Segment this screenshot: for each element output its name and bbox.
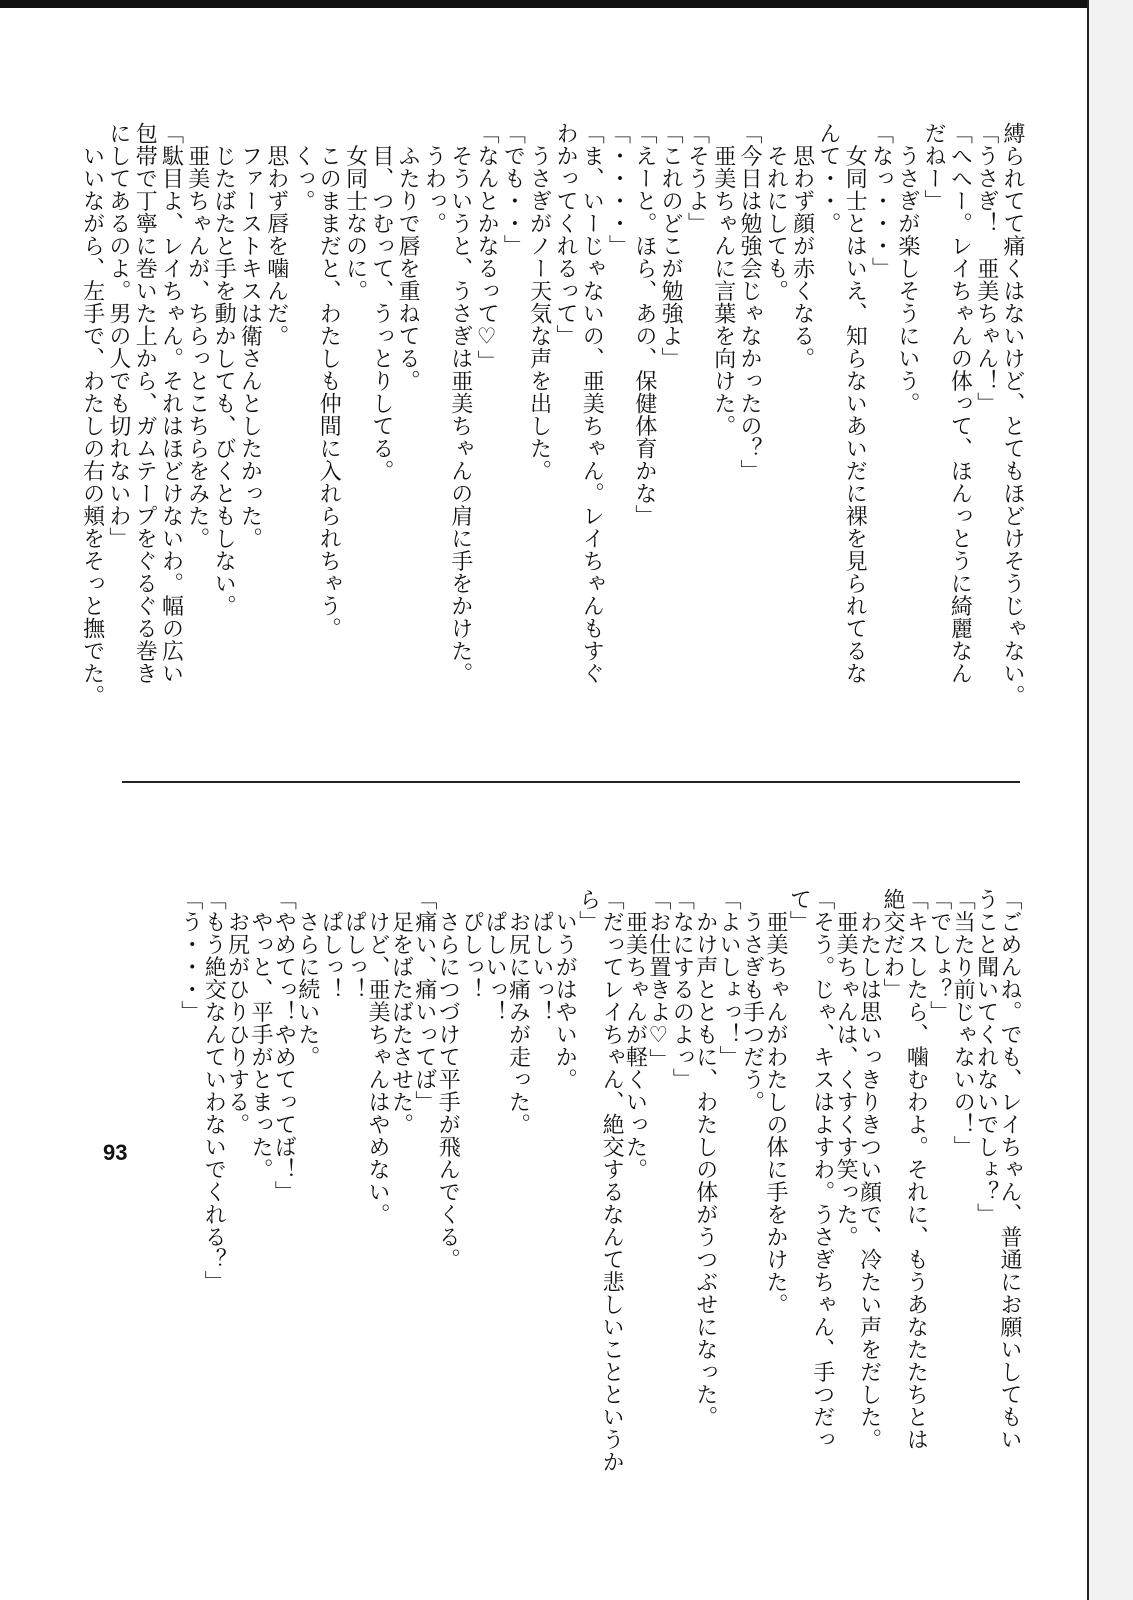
- text-line: ぴしっ！: [458, 888, 484, 1001]
- text-line: いいながら、左手で、わたしの右の頬をそっと撫でた。: [79, 122, 105, 707]
- text-line: うこと聞いてくれないでしょ？」: [973, 888, 999, 1226]
- text-line: 「駄目よ、レイちゃん。それはほどけないわ。幅の広い: [158, 122, 184, 685]
- text-line: 思わず顔が赤くなる。: [789, 122, 815, 370]
- text-line: じたばたと手を動かしても、びくともしない。: [211, 122, 237, 617]
- page-number: 93: [103, 1140, 128, 1165]
- text-line: かけ声とともに、わたしの体がうつぶせになった。: [692, 888, 718, 1428]
- text-line: うさぎがノー天気な声を出した。: [526, 122, 552, 482]
- text-line: 「う・・・」: [177, 888, 203, 1023]
- text-line: 「なっ・・・」: [868, 122, 894, 280]
- lower-text-block: [178, 888, 1021, 1488]
- text-line: 絶交だわ」: [879, 888, 905, 1001]
- text-line: 「痛い、痛いってば」: [411, 888, 437, 1113]
- text-line: 「だってレイちゃん、絶交するなんて悲しいことというか: [599, 888, 625, 1473]
- text-line: 「なんとかなるって♡」: [474, 122, 500, 373]
- text-line: 亜美ちゃんは、くすくす笑った。: [833, 888, 859, 1248]
- text-line: 「当たり前じゃないの！」: [950, 888, 976, 1158]
- text-line: このままだと、わたしも仲間に入れられちゃう。: [316, 122, 342, 640]
- text-line: お尻に痛みが走った。: [505, 888, 531, 1136]
- text-line: 「・・・・」: [605, 122, 631, 257]
- text-line: 包帯で丁寧に巻いた上から、ガムテープをぐるぐる巻き: [132, 122, 158, 685]
- text-line: わかってくれるって」: [552, 122, 578, 347]
- text-line: お尻がひりひりする。: [224, 888, 250, 1136]
- text-line: 女同士とはいえ、知らないあいだに裸を見られてるな: [842, 122, 868, 685]
- text-line: 思わず唇を噛んだ。: [263, 122, 289, 347]
- text-line: 「へへー。レイちゃんの体って、ほんっとうに綺麗なん: [947, 122, 973, 685]
- text-line: いうがはやいか。: [552, 888, 578, 1091]
- upper-text-block: [78, 122, 1025, 732]
- scan-border-top: [0, 0, 1133, 8]
- text-line: ら」: [575, 888, 601, 933]
- text-line: 女同士なのに。: [342, 122, 368, 302]
- text-line: だねー」: [921, 122, 947, 212]
- text-line: んて・・。: [815, 122, 841, 235]
- text-line: そういうと、うさぎは亜美ちゃんの肩に手をかけた。: [447, 122, 473, 685]
- text-line: 「今日は勉強会じゃなかったの？」: [737, 122, 763, 482]
- text-line: やっと、平手がとまった。: [248, 888, 273, 1181]
- section-divider: [122, 781, 1020, 783]
- text-line: 「やめてっ！やめてってば！」: [271, 888, 297, 1203]
- text-line: 「もう絶交なんていわないでくれる？」: [201, 888, 227, 1293]
- text-line: ぱしっ！: [318, 888, 344, 1001]
- text-line: 「よいしょっ！」: [716, 888, 742, 1068]
- text-line: 「キスしたら、噛むわよ。それに、もうあなたたちとは: [903, 888, 929, 1451]
- text-line: 「お仕置きよ♡」: [645, 888, 671, 1071]
- text-line: ぱしいっ！: [482, 888, 508, 1023]
- text-line: 亜美ちゃんに言葉を向けた。: [710, 122, 736, 437]
- text-line: 「ま、いーじゃないの、亜美ちゃん。レイちゃんもすぐ: [579, 122, 605, 685]
- text-line: 「そうよ」: [684, 122, 710, 235]
- text-line: わたしは思いっきりきつい顔で、冷たい声をだした。: [856, 888, 882, 1451]
- text-line: 「ごめんね。でも、レイちゃん、普通にお願いしてもい: [997, 888, 1022, 1451]
- text-line: さらにつづけて平手が飛んでくる。: [435, 888, 461, 1271]
- text-line: ふたりで唇を重ねてる。: [395, 122, 421, 392]
- text-line: て」: [786, 888, 812, 933]
- text-line: 目、つむって、うっとりしてる。: [368, 122, 394, 482]
- text-line: うさぎも手つだう。: [739, 888, 765, 1113]
- text-line: さらに続いた。: [294, 888, 320, 1068]
- text-line: 「そう。じゃ、キスはよすわ。うさぎちゃん、手つだっ: [809, 888, 835, 1451]
- text-line: ぱしいっ！: [528, 888, 554, 1023]
- text-line: 「えーと。ほら、あの、保健体育かな」: [631, 122, 657, 527]
- text-line: 縛られてて痛くはないけど、とてもほどけそうじゃない。: [1000, 122, 1025, 707]
- text-line: けど、亜美ちゃんはやめない。: [365, 888, 391, 1226]
- text-line: 「でしょ？」: [926, 888, 952, 1023]
- text-line: うさぎが楽しそうにいう。: [894, 122, 920, 415]
- text-line: くっ。: [289, 122, 315, 212]
- text-line: 亜美ちゃんが、ちらっとこちらをみた。: [184, 122, 210, 550]
- text-line: ファーストキスは衛さんとしたかった。: [237, 122, 263, 550]
- scan-border-right: [1087, 0, 1133, 1600]
- text-line: 「うさぎ！ 亜美ちゃん！」: [973, 122, 999, 415]
- text-line: ぱしっ！: [341, 888, 367, 1001]
- text-line: にしてあるのよ。男の人でも切れないわ」: [105, 122, 131, 550]
- text-line: 「これのどこが勉強よ」: [658, 122, 684, 370]
- text-line: うわっ。: [421, 122, 447, 235]
- text-line: それにしても。: [763, 122, 789, 302]
- text-line: 亜美ちゃんが軽くいった。: [622, 888, 648, 1181]
- text-line: 足をばたばたさせた。: [388, 888, 414, 1136]
- text-line: 「なにするのよっ」: [669, 888, 695, 1091]
- text-line: 亜美ちゃんがわたしの体に手をかけた。: [762, 888, 788, 1316]
- text-line: 「でも・・」: [500, 122, 526, 257]
